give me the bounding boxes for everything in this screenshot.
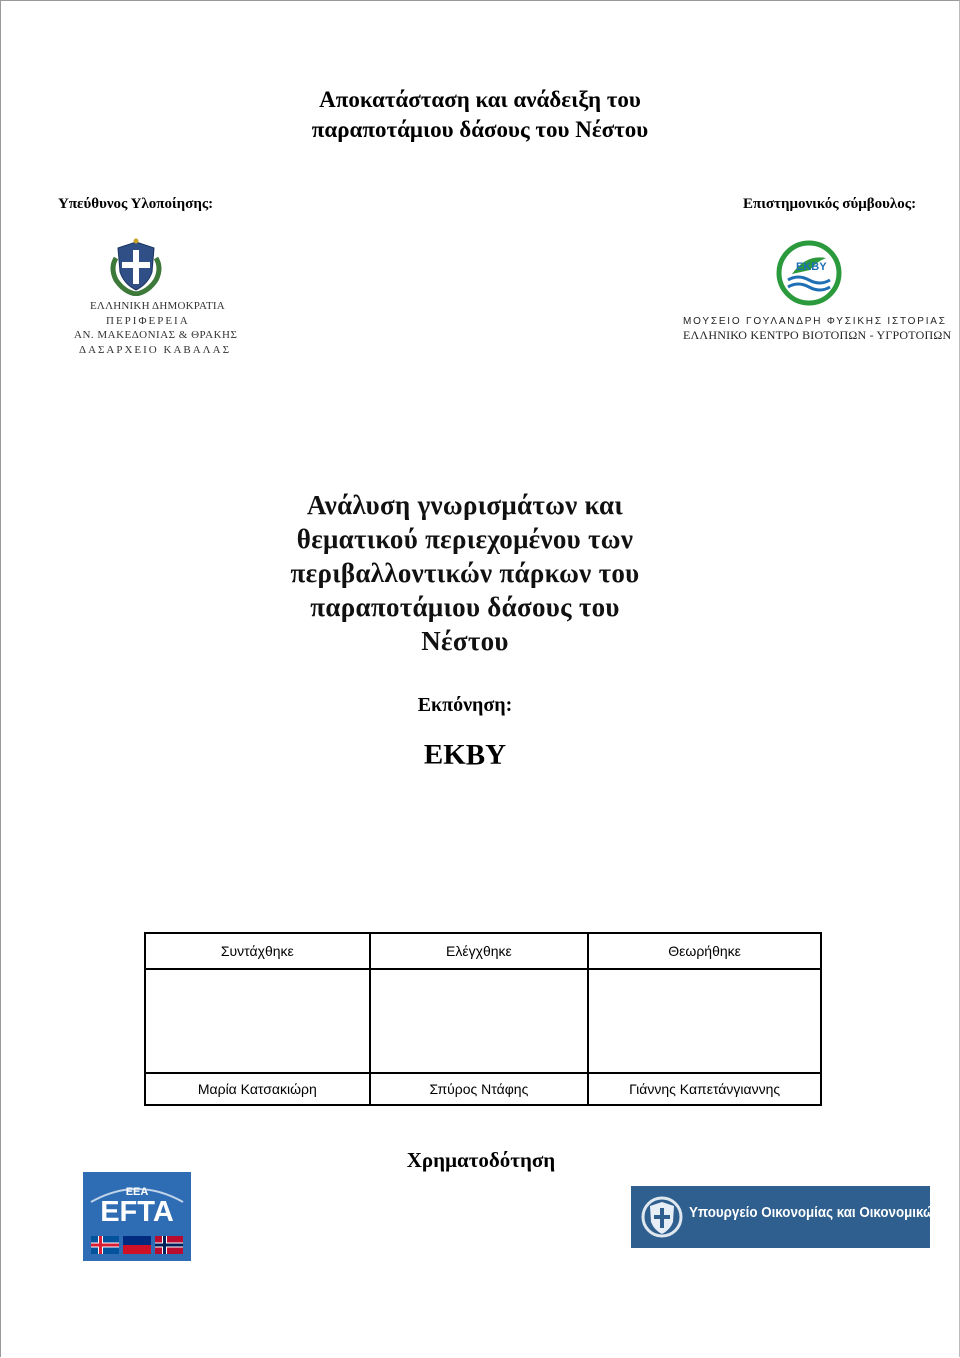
document-title (0, 488, 930, 658)
prepared-label: Εκπόνηση: (417, 694, 513, 716)
document-title-line: περιβαλλοντικών πάρκων του (290, 558, 640, 588)
document-title-line: Ανάλυση γνωρισμάτων και (306, 490, 624, 520)
advisor-logo-line: ΜΟΥΣΕΙΟ ΓΟΥΛΑΝΔΡΗ ΦΥΣΙΚΗΣ ΙΣΤΟΡΙΑΣ (683, 316, 947, 327)
greek-coat-of-arms-icon (106, 238, 166, 296)
signature-header-approved: Θεωρήθηκε (588, 933, 821, 969)
ekby-logo-icon (776, 240, 842, 306)
signature-space (588, 969, 821, 1073)
signature-space (145, 969, 370, 1073)
efta-logo (83, 1172, 191, 1261)
signature-header-composed: Συντάχθηκε (145, 933, 370, 969)
funding-label: Χρηματοδότηση (406, 1148, 556, 1172)
signature-space (370, 969, 589, 1073)
document-title-line: Νέστου (421, 626, 509, 656)
signature-name: Σπύρος Ντάφης (370, 1073, 589, 1105)
ministry-logo-text: Υπουργείο Οικονομίας και Οικονομικών (689, 1205, 942, 1221)
table-row (145, 933, 821, 969)
efta-logo-top: EEA (125, 1186, 149, 1198)
signature-name: Μαρία Κατσακιώρη (145, 1073, 370, 1105)
project-title-line: Αποκατάσταση και ανάδειξη του (319, 87, 641, 112)
advisor-logo-line: ΕΛΛΗΝΙΚΟ ΚΕΝΤΡΟ ΒΙΟΤΟΠΩΝ - ΥΓΡΟΤΟΠΩΝ (683, 328, 952, 342)
ekby-logo-badge: EKBY (796, 261, 827, 273)
document-title-line: παραποτάμιου δάσους του (310, 592, 620, 622)
implementer-label: Υπεύθυνος Υλοποίησης: (58, 196, 214, 212)
table-row (145, 1073, 821, 1105)
signature-table (144, 932, 822, 1106)
signature-name: Γιάννης Καπετάνγιαννης (588, 1073, 821, 1105)
project-title-line: παραποτάμιου δάσους του Νέστου (311, 117, 649, 142)
implementer-logo-line: ΑΝ. ΜΑΚΕΔΟΝΙΑΣ & ΘΡΑΚΗΣ (74, 329, 238, 341)
efta-logo-main: EFTA (100, 1196, 174, 1228)
prepared-by: ΕΚΒΥ (423, 739, 507, 771)
document-title-line: θεματικού περιεχομένου των (296, 524, 634, 554)
signature-header-checked: Ελέγχθηκε (370, 933, 589, 969)
project-title (0, 85, 960, 145)
implementer-logo-line: ΠΕΡΙΦΕΡΕΙΑ (106, 315, 190, 327)
advisor-label: Επιστημονικός σύμβουλος: (743, 196, 917, 212)
ministry-logo (631, 1186, 942, 1248)
table-row (145, 969, 821, 1073)
ministry-emblem-icon (641, 1196, 683, 1238)
implementer-logo-line: ΕΛΛΗΝΙΚΗ ΔΗΜΟΚΡΑΤΙΑ (90, 300, 225, 312)
implementer-logo-line: ΔΑΣΑΡΧΕΙΟ ΚΑΒΑΛΑΣ (79, 344, 231, 356)
